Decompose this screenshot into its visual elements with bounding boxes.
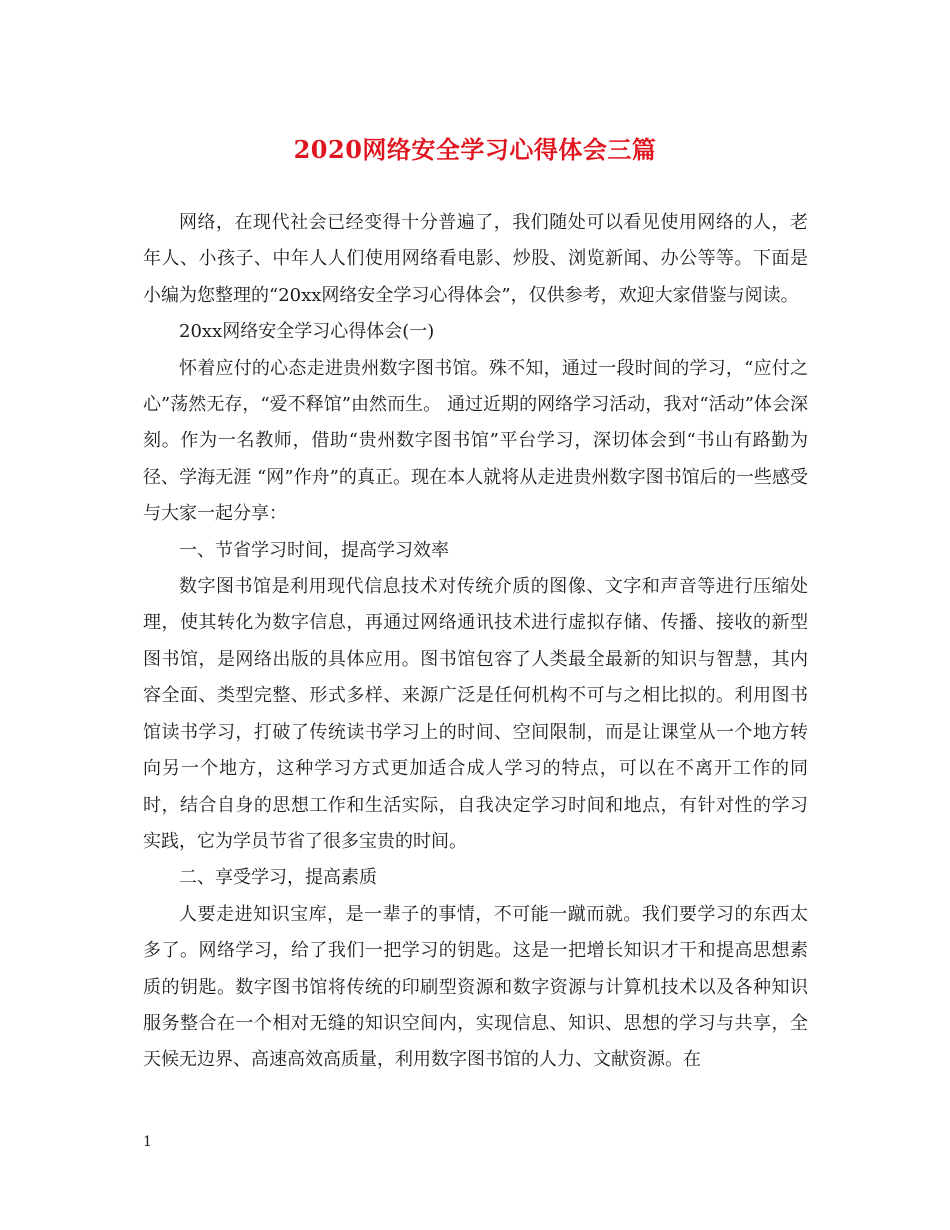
- document-body: [143, 205, 808, 1079]
- page-number: 1: [143, 1134, 152, 1150]
- body-paragraph: 数字图书馆是利用现代信息技术对传统介质的图像、文字和声音等进行压缩处理，使其转化为数字信息，再通过网络通讯技术进行虚拟存储、传播、接收的新型图书馆，是网络出版的具体应用。图书馆包容了人类最全最新的知识与智慧，其内容全面、类型完整、形式多样、来源广泛是任何机构不可与之相比拟的。利用图书馆读书学习，打破了传统读书学习上的时间、空间限制，而是让课堂从一个地方转向另一个地方，这种学习方式更加适合成人学习的特点，可以在不离开工作的同时，结合自身的思想工作和生活实际，自我决定学习时间和地点，有针对性的学习实践，它为学员节省了很多宝贵的时间。: [143, 576, 808, 852]
- subheading-save-time: 一、节省学习时间，提高学习效率: [179, 539, 449, 561]
- body-paragraph: 人要走进知识宝库，是一辈子的事情，不可能一蹴而就。我们要学习的东西太多了。网络学习，给了我们一把学习的钥匙。这是一把增长知识才干和提高思想素质的钥匙。数字图书馆将传统的印刷型资源和数字资源与计算机技术以及各种知识服务整合在一个相对无缝的知识空间内，实现信息、知识、思想的学习与共享，全天候无边界、高速高效高质量，利用数字图书馆的人力、文献资源。在: [143, 903, 808, 1071]
- document-title: 2020网络安全学习心得体会三篇: [293, 135, 657, 164]
- subheading-enjoy-learning: 二、享受学习，提高素质: [179, 867, 377, 889]
- body-paragraph: 怀着应付的心态走进贵州数字图书馆。殊不知，通过一段时间的学习，“应付之心”荡然无存，“爱不释馆”由然而生。 通过近期的网络学习活动，我对“活动”体会深刻。作为一名教师，借助“贵州数字图书馆”平台学习，深切体会到“书山有路勤为径、学海无涯 “网”作舟”的真正。现在本人就将从走进贵州数字图书馆后的一些感受与大家一起分享：: [143, 357, 808, 525]
- section-heading-part-one: 20xx网络安全学习心得体会(一): [179, 321, 435, 343]
- intro-paragraph: 网络，在现代社会已经变得十分普遍了，我们随处可以看见使用网络的人，老年人、小孩子、中年人人们使用网络看电影、炒股、浏览新闻、办公等等。下面是小编为您整理的“20xx网络安全学习心得体会”，仅供参考，欢迎大家借鉴与阅读。: [143, 212, 808, 306]
